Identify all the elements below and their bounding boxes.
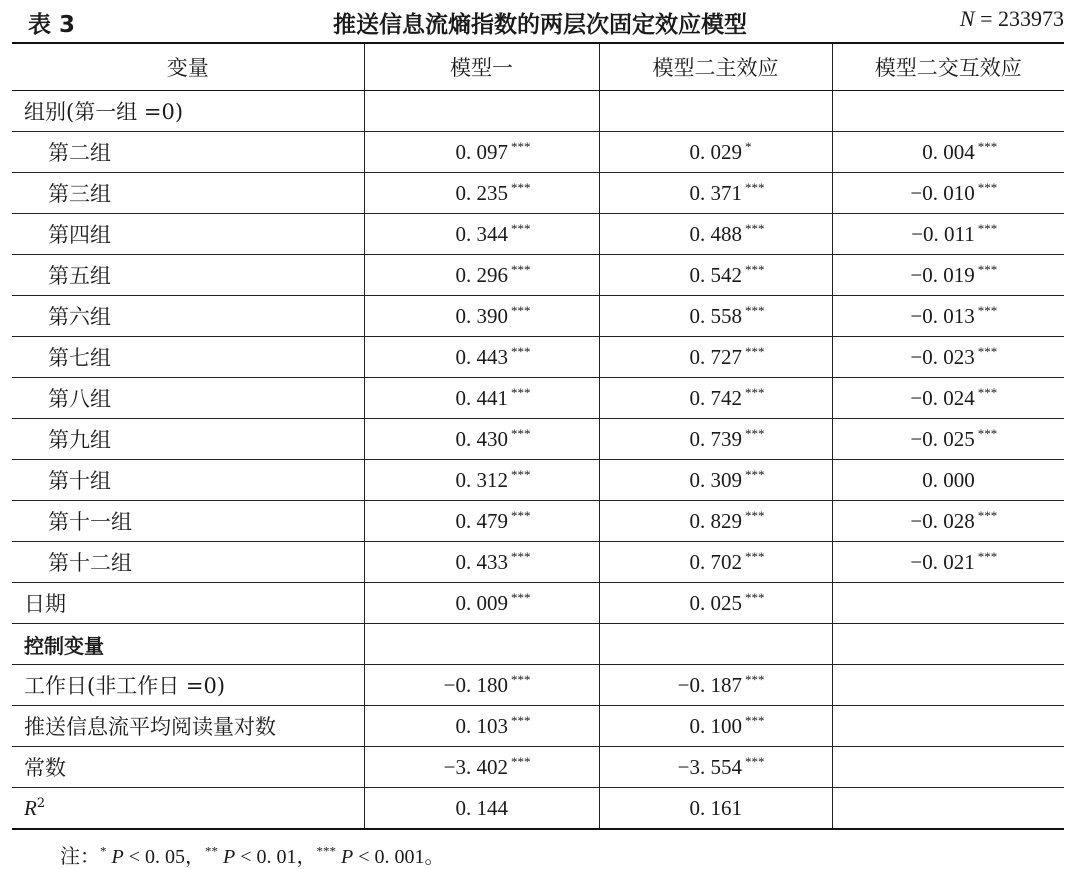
significance-stars: *** [977,385,998,400]
significance-stars: *** [511,467,531,482]
row-label-text: 第六组 [48,305,111,329]
row-label-text: 第二组 [48,141,111,165]
row-label-text: R [24,795,37,820]
significance-stars: *** [977,508,998,523]
significance-stars: *** [511,672,531,687]
significance-stars: *** [977,549,998,564]
row-label-text: 控制变量 [24,633,104,658]
significance-stars: *** [745,221,765,236]
significance-stars: *** [745,590,765,605]
row-label-text: 第十二组 [48,551,132,575]
table-row [12,583,1064,624]
coefficient-cell [364,419,599,460]
row-label [12,378,364,419]
header-model-1: 模型一 [364,43,599,91]
row-label [12,706,364,747]
significance-stars: *** [745,262,765,277]
coefficient-value: 0. 371 [689,181,742,205]
coefficient-cell [364,337,599,378]
coefficient-value: 0. 309 [689,468,742,492]
note-sup-3: *** [316,843,336,859]
significance-stars: *** [511,303,531,318]
coefficient-value: 0. 344 [455,222,508,246]
coefficient-cell [599,460,832,501]
coefficient-value: 0. 558 [689,304,742,328]
significance-stars: * [745,139,752,154]
header-variable: 变量 [12,43,364,91]
coefficient-value: 0. 097 [455,140,508,164]
note-p-2: P [223,846,236,868]
table-row [12,173,1064,214]
coefficient-value: −0. 019 [910,263,975,287]
coefficient-value: −0. 025 [910,427,975,451]
row-label [12,337,364,378]
row-label-text: 第九组 [48,428,111,452]
significance-stars: *** [977,139,998,154]
coefficient-value: 0. 430 [455,427,508,451]
coefficient-cell [599,173,832,214]
row-label-text: 第十一组 [48,510,132,534]
coefficient-value: −0. 180 [443,673,508,697]
significance-stars: *** [745,467,765,482]
coefficient-cell [832,255,1064,296]
table-header-row [12,43,1064,91]
coefficient-value: 0. 025 [689,591,742,615]
coefficient-cell [832,747,1064,788]
table-row [12,542,1064,583]
coefficient-value: −0. 023 [910,345,975,369]
coefficient-value: −0. 028 [910,509,975,533]
coefficient-value: −0. 024 [910,386,975,410]
significance-stars: *** [977,180,998,195]
row-label [12,665,364,706]
significance-stars: *** [511,713,531,728]
coefficient-value: 0. 009 [455,591,508,615]
coefficient-cell [832,378,1064,419]
coefficient-value: −0. 011 [911,222,975,246]
coefficient-cell [599,788,832,830]
coefficient-cell [599,378,832,419]
significance-stars: *** [511,426,531,441]
table-row [12,296,1064,337]
coefficient-cell [599,583,832,624]
table-body [12,91,1064,830]
coefficient-cell [599,706,832,747]
row-label-text: 推送信息流平均阅读量对数 [24,715,276,739]
row-label [12,542,364,583]
coefficient-cell [832,788,1064,830]
row-label [12,214,364,255]
row-label-text: 第七组 [48,346,111,370]
significance-stars: *** [745,303,765,318]
note-text-1: < 0. 05， [128,846,205,868]
significance-stars: *** [511,754,531,769]
coefficient-cell [599,337,832,378]
note-p-3: P [341,846,354,868]
table-row [12,624,1064,665]
coefficient-cell [832,665,1064,706]
coefficient-cell [599,419,832,460]
coefficient-cell [599,501,832,542]
row-label-text: 常数 [24,756,66,780]
coefficient-cell [832,460,1064,501]
sample-size [960,6,1064,32]
coefficient-cell [364,542,599,583]
coefficient-value: 0. 433 [455,550,508,574]
coefficient-value: 0. 004 [922,140,975,164]
coefficient-cell [599,296,832,337]
note-text-3: < 0. 001。 [358,846,445,868]
significance-stars: *** [977,303,998,318]
row-label-text: 工作日(非工作日 =0) [24,674,226,698]
regression-table [12,42,1064,830]
row-label-text: 第四组 [48,223,111,247]
coefficient-value: 0. 739 [689,427,742,451]
coefficient-value: −0. 187 [677,673,742,697]
coefficient-cell [364,255,599,296]
row-label-text: 第八组 [48,387,111,411]
note-sup-2: ** [205,843,218,859]
coefficient-cell [832,542,1064,583]
note-p-1: P [111,846,124,868]
table-note [60,840,445,869]
coefficient-cell [832,624,1064,665]
coefficient-cell [832,214,1064,255]
sample-size-value: = 233973 [980,6,1064,31]
significance-stars: *** [745,508,765,523]
coefficient-cell [364,91,599,132]
table-row [12,419,1064,460]
coefficient-cell [599,255,832,296]
significance-stars: *** [511,221,531,236]
coefficient-cell [832,296,1064,337]
coefficient-cell [599,132,832,173]
header-model-2-interaction: 模型二交互效应 [832,43,1064,91]
row-label [12,91,364,132]
table-row [12,378,1064,419]
coefficient-cell [599,91,832,132]
significance-stars: *** [745,180,765,195]
row-label-text: 日期 [24,592,66,616]
coefficient-value: 0. 479 [455,509,508,533]
coefficient-cell [364,460,599,501]
coefficient-cell [364,583,599,624]
significance-stars: *** [511,344,531,359]
significance-stars: *** [745,426,765,441]
coefficient-cell [599,542,832,583]
coefficient-value: 0. 829 [689,509,742,533]
coefficient-cell [364,624,599,665]
table-row [12,91,1064,132]
coefficient-value: 0. 161 [689,795,742,820]
coefficient-value: −3. 554 [677,755,742,779]
significance-stars: *** [745,344,765,359]
coefficient-value: 0. 742 [689,386,742,410]
table-row [12,706,1064,747]
table-caption [12,4,1068,38]
table-row [12,255,1064,296]
coefficient-value: 0. 727 [689,345,742,369]
table-row [12,460,1064,501]
coefficient-value: 0. 390 [455,304,508,328]
table-number: 表 3 [28,12,76,38]
coefficient-cell [364,132,599,173]
significance-stars: *** [745,672,765,687]
coefficient-value: −0. 013 [910,304,975,328]
coefficient-value: −0. 021 [910,550,975,574]
sample-size-symbol: N [959,6,975,31]
coefficient-cell [832,501,1064,542]
note-sup-1: * [100,843,107,859]
coefficient-value: 0. 542 [689,263,742,287]
coefficient-value: 0. 488 [689,222,742,246]
coefficient-cell [832,173,1064,214]
significance-stars: *** [511,385,531,400]
significance-stars: *** [977,262,998,277]
coefficient-value: 0. 103 [455,714,508,738]
coefficient-value: −3. 402 [443,755,508,779]
coefficient-value: 0. 029 [689,140,742,164]
significance-stars: *** [745,713,765,728]
significance-stars: *** [511,590,531,605]
significance-stars: *** [745,385,765,400]
significance-stars: *** [511,180,531,195]
coefficient-value: 0. 312 [455,468,508,492]
row-label-text: 第三组 [48,182,111,206]
note-text-2: < 0. 01， [240,846,317,868]
coefficient-cell [364,665,599,706]
coefficient-cell [364,788,599,830]
row-label [12,583,364,624]
row-label-superscript: 2 [36,795,46,811]
coefficient-cell [832,132,1064,173]
coefficient-cell [599,214,832,255]
row-label-text: 第十组 [48,469,111,493]
coefficient-cell [364,173,599,214]
row-label [12,788,364,830]
coefficient-cell [364,501,599,542]
row-label [12,419,364,460]
coefficient-value: 0. 441 [455,386,508,410]
coefficient-value: 0. 296 [455,263,508,287]
coefficient-cell [364,378,599,419]
table-row [12,337,1064,378]
coefficient-value: 0. 000 [922,467,975,492]
significance-stars: *** [511,508,531,523]
coefficient-cell [364,747,599,788]
significance-stars: *** [745,754,765,769]
table-row [12,665,1064,706]
significance-stars: *** [977,426,998,441]
coefficient-cell [599,747,832,788]
row-label [12,501,364,542]
row-label-text: 第五组 [48,264,111,288]
significance-stars: *** [511,139,531,154]
coefficient-cell [832,419,1064,460]
table-title: 推送信息流熵指数的两层次固定效应模型 [333,12,747,38]
note-prefix: 注： [60,846,100,868]
row-label [12,747,364,788]
table-row [12,132,1064,173]
coefficient-cell [832,91,1064,132]
row-label [12,173,364,214]
significance-stars: *** [745,549,765,564]
header-model-2-main: 模型二主效应 [599,43,832,91]
coefficient-value: 0. 702 [689,550,742,574]
coefficient-value: 0. 144 [455,795,508,820]
significance-stars: *** [977,344,998,359]
coefficient-cell [832,337,1064,378]
coefficient-cell [832,583,1064,624]
coefficient-cell [599,624,832,665]
coefficient-cell [599,665,832,706]
row-label [12,132,364,173]
coefficient-value: 0. 235 [455,181,508,205]
coefficient-cell [364,706,599,747]
coefficient-value: 0. 100 [689,714,742,738]
row-label [12,296,364,337]
table-row [12,501,1064,542]
row-label [12,624,364,665]
coefficient-cell [364,214,599,255]
row-label [12,460,364,501]
coefficient-cell [364,296,599,337]
significance-stars: *** [511,262,531,277]
coefficient-value: −0. 010 [910,181,975,205]
table-row [12,747,1064,788]
significance-stars: *** [511,549,531,564]
table-row [12,214,1064,255]
coefficient-cell [832,706,1064,747]
table-row [12,788,1064,830]
significance-stars: *** [977,221,998,236]
coefficient-value: 0. 443 [455,345,508,369]
row-label [12,255,364,296]
row-label-text: 组别(第一组 =0) [24,100,184,124]
